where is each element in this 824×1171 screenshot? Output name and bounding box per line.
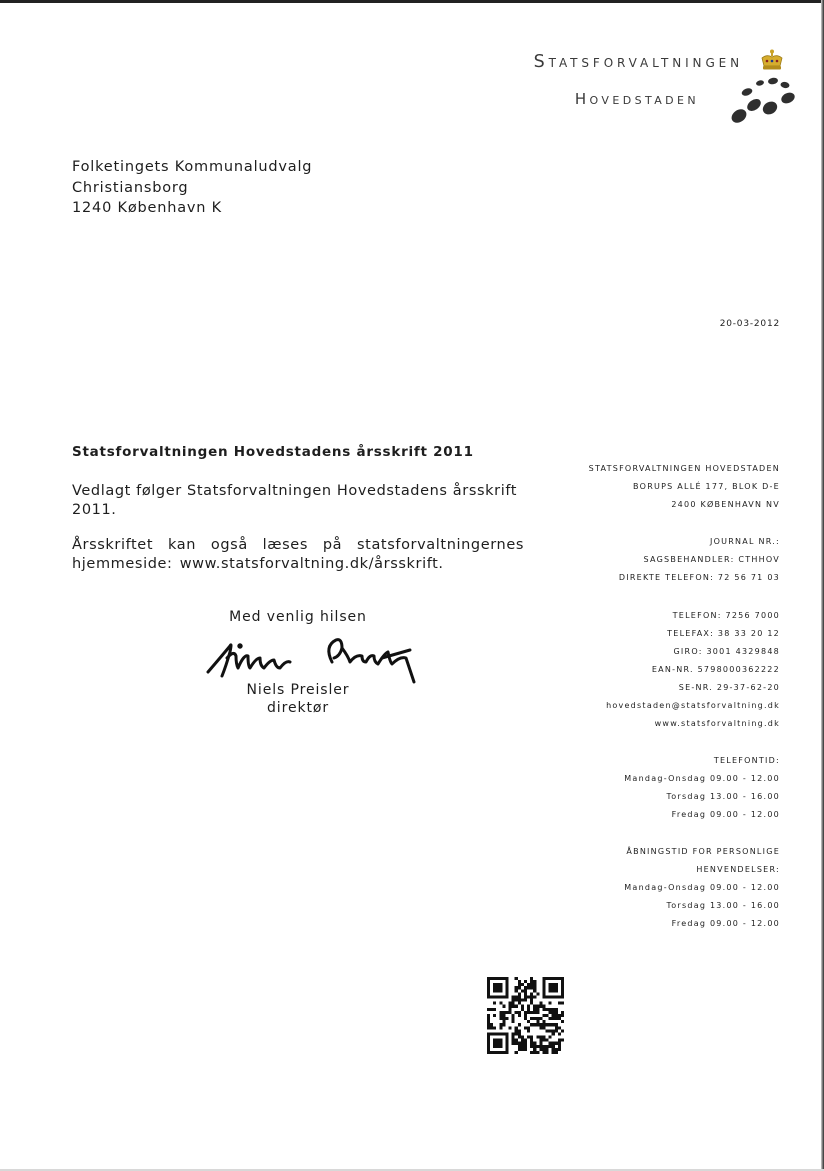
email: hovedstaden@statsforvaltning.dk	[606, 701, 780, 710]
sender-address-line-1: BORUPS ALLÉ 177, BLOK D-E	[633, 482, 780, 491]
qr-code-icon	[487, 977, 564, 1054]
website: www.statsforvaltning.dk	[654, 719, 780, 728]
sender-address-line-2: 2400 KØBENHAVN NV	[671, 500, 780, 509]
direct-phone: DIREKTE TELEFON: 72 56 71 03	[618, 573, 780, 582]
opening-hours-row: Torsdag 13.00 - 16.00	[666, 901, 780, 910]
letter-subject: Statsforvaltningen Hovedstadens årsskrift 2011	[72, 444, 474, 460]
signer-title: direktør	[267, 700, 329, 716]
crown-icon	[759, 49, 785, 71]
logo-line-1: Statsforvaltningen	[533, 52, 743, 72]
giro: GIRO: 3001 4329848	[673, 647, 780, 656]
recipient-name: Folketingets Kommunaludvalg	[72, 159, 313, 175]
recipient-street: Christiansborg	[72, 179, 189, 196]
opening-hours-title-1: ÅBNINGSTID FOR PERSONLIGE	[626, 847, 780, 856]
signer-name: Niels Preisler	[246, 682, 350, 698]
letter-paragraph-1: Vedlagt følger Statsforvaltningen Hovedstadens årsskrift 2011.	[72, 483, 518, 518]
phone: TELEFON: 7256 7000	[672, 611, 780, 620]
opening-hours-title-2: HENVENDELSER:	[696, 865, 780, 874]
opening-hours	[624, 843, 780, 933]
caseworker: SAGSBEHANDLER: CTHHOV	[643, 555, 780, 564]
letter-paragraph-2: Årsskriftet kan også læses på statsforvaltningernes hjemmeside: www.statsforvaltning.dk/årsskrift.	[72, 537, 524, 572]
logo-line-2: Hovedstaden	[574, 90, 699, 108]
phone-hours-row: Fredag 09.00 - 12.00	[671, 810, 780, 819]
phone-hours-title: TELEFONTID:	[713, 756, 780, 765]
closing-greeting: Med venlig hilsen	[229, 609, 367, 625]
opening-hours-row: Fredag 09.00 - 12.00	[671, 919, 780, 928]
signer-block	[160, 681, 436, 717]
opening-hours-row: Mandag-Onsdag 09.00 - 12.00	[624, 883, 780, 892]
recipient-address	[72, 157, 312, 219]
fax: TELEFAX: 38 33 20 12	[667, 629, 780, 638]
phone-hours-row: Torsdag 13.00 - 16.00	[666, 792, 780, 801]
sender-org-name: STATSFORVALTNINGEN HOVEDSTADEN	[588, 464, 780, 473]
recipient-city: 1240 København K	[72, 200, 222, 216]
contact-info	[606, 607, 780, 733]
phone-hours	[624, 752, 780, 824]
journal-number: JOURNAL NR.:	[709, 537, 780, 546]
phone-hours-row: Mandag-Onsdag 09.00 - 12.00	[624, 774, 780, 783]
letter-date: 20-03-2012	[719, 319, 780, 329]
ean-number: EAN-NR. 5798000362222	[651, 665, 780, 674]
scan-edge-top	[0, 0, 824, 3]
case-info	[619, 533, 780, 587]
logo-dots-icon	[725, 74, 797, 126]
se-number: SE-NR. 29-37-62-20	[678, 683, 780, 692]
sender-address	[589, 460, 780, 514]
